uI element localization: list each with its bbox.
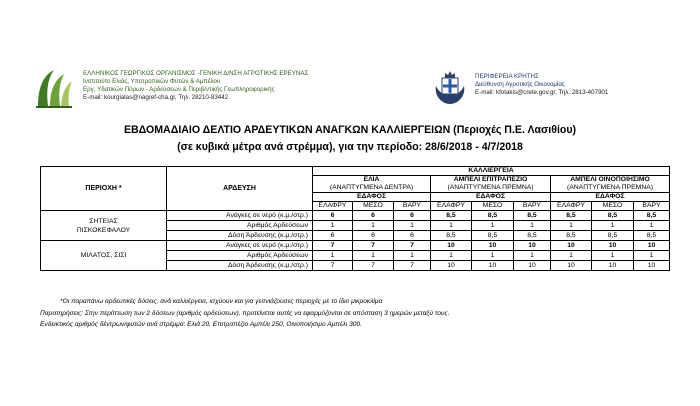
- crop-name-wine-grape: ΑΜΠΕΛΙ ΟΙΝΟΠΟΙΗΣΙΜΟ: [551, 176, 670, 185]
- region-contact: E-mail: kfotakis@crete.gov.gr, Τηλ. 2813-407901: [475, 89, 609, 96]
- table-cell: 1: [634, 221, 670, 231]
- table-cell: 10: [634, 241, 670, 251]
- soil-label-table-grape: ΕΔΑΦΟΣ: [431, 193, 551, 202]
- table-cell: 10: [592, 261, 634, 271]
- crop-name-table-grape: ΑΜΠΕΛΙ ΕΠΙΤΡΑΠΕΖΙΟ: [431, 176, 551, 185]
- table-cell: 1: [551, 221, 592, 231]
- row-label: Αριθμός Αρδεύσεων: [167, 221, 313, 231]
- footnote-area-note: *Οι παραπάνω αρδευτικές δόσεις, ανά καλλιέργεια, ισχύουν και για γειτνιάζουσες περιοχές με το ίδιο μικροκλίμα: [60, 298, 383, 305]
- table-cell: 1: [431, 251, 472, 261]
- table-cell: 1: [313, 251, 353, 261]
- table-cell: 6: [353, 211, 394, 221]
- soil-type: ΒΑΡΥ: [634, 202, 670, 211]
- area-column-header: ΠΕΡΙΟΧΗ *: [41, 167, 167, 211]
- row-label: Ανάγκες σε νερό (κ.μ./στρ.): [167, 241, 313, 251]
- row-label: Δόση Άρδευσης (κ.μ./στρ.): [167, 231, 313, 241]
- table-cell: 8,5: [514, 211, 551, 221]
- table-cell: 7: [394, 261, 431, 271]
- table-cell: 10: [472, 261, 514, 271]
- table-cell: 7: [394, 241, 431, 251]
- table-cell: 10: [551, 261, 592, 271]
- table-cell: 10: [514, 241, 551, 251]
- area-name: ΜΙΛΑΤΟΣ, ΣΙΣΙ: [41, 241, 167, 271]
- table-cell: 1: [353, 221, 394, 231]
- table-cell: 7: [353, 241, 394, 251]
- elgo-logo: [34, 66, 74, 110]
- table-cell: 1: [592, 251, 634, 261]
- table-cell: 1: [634, 251, 670, 261]
- table-cell: 7: [313, 261, 353, 271]
- table-cell: 7: [353, 261, 394, 271]
- elgo-contact: E-mail: kourgialas@nagref-cha.gr, Τηλ. 28210-83442: [83, 94, 229, 101]
- table-cell: 6: [313, 211, 353, 221]
- region-name: ΠΕΡΙΦΕΡΕΙΑ ΚΡΗΤΗΣ: [475, 73, 539, 80]
- table-cell: 8,5: [551, 211, 592, 221]
- table-cell: 7: [313, 241, 353, 251]
- table-cell: 8,5: [514, 231, 551, 241]
- table-cell: 8,5: [472, 231, 514, 241]
- table-cell: 10: [472, 241, 514, 251]
- elgo-institute: Ινστιτούτο Ελιάς, Υποτροπικών Φυτών & Αμπέλου: [83, 78, 221, 85]
- footnote-remarks: Παρατηρήσεις: Στην περίπτωση των 2 δόσεων (αριθμός αρδεύσεων), προτείνεται αυτές να εφαρμόζονται σε απόσταση 3 ημερών μεταξύ τους.: [40, 310, 450, 317]
- elgo-lab: Εργ. Υδατικών Πόρων - Αρδεύσεων & Περιβ/ντικής Γεωπληροφορικής: [83, 86, 275, 93]
- table-cell: 6: [394, 231, 431, 241]
- soil-type: ΜΕΣΟ: [592, 202, 634, 211]
- soil-type: ΜΕΣΟ: [353, 202, 394, 211]
- footnote-plant-density: Ενδεικτικός αριθμός δέντρων/φυτών ανά στρέμμα: Ελιά 20, Επιτραπέζιο Αμπέλι 250, Οινοποιήσιμο Αμπέλι 300.: [40, 321, 362, 328]
- row-label: Αριθμός Αρδεύσεων: [167, 251, 313, 261]
- row-label: Ανάγκες σε νερό (κ.μ./στρ.): [167, 211, 313, 221]
- irrigation-table-wrapper: [40, 166, 669, 271]
- table-cell: 10: [634, 261, 670, 271]
- table-cell: 1: [592, 221, 634, 231]
- table-cell: 6: [394, 211, 431, 221]
- table-cell: 10: [592, 241, 634, 251]
- table-cell: 1: [551, 251, 592, 261]
- bulletin-title: ΕΒΔΟΜΑΔΙΑΙΟ ΔΕΛΤΙΟ ΑΡΔΕΥΤΙΚΩΝ ΑΝΑΓΚΩΝ ΚΑΛΛΙΕΡΓΕΙΩΝ (Περιοχές Π.Ε. Λασιθίου): [123, 124, 577, 136]
- crop-note-wine-grape: (ΑΝΑΠΤΥΓΜΕΝΑ ΠΡΕΜΝΑ): [551, 184, 670, 193]
- crops-header: ΚΑΛΛΙΕΡΓΕΙΑ: [313, 167, 670, 176]
- soil-type: ΕΛΑΦΡΥ: [313, 202, 353, 211]
- table-cell: 8,5: [634, 211, 670, 221]
- table-cell: 10: [551, 241, 592, 251]
- soil-label-wine-grape: ΕΔΑΦΟΣ: [551, 193, 670, 202]
- irrigation-table: [40, 166, 670, 271]
- bulletin-subtitle: (σε κυβικά μέτρα ανά στρέμμα), για την περίοδο: 28/6/2018 - 4/7/2018: [177, 141, 523, 153]
- soil-label-olive: ΕΔΑΦΟΣ: [313, 193, 431, 202]
- table-cell: 8,5: [592, 231, 634, 241]
- soil-type: ΒΑΡΥ: [394, 202, 431, 211]
- table-cell: 10: [431, 241, 472, 251]
- table-cell: 6: [353, 231, 394, 241]
- table-cell: 1: [313, 221, 353, 231]
- table-cell: 10: [431, 261, 472, 271]
- soil-type: ΕΛΑΦΡΥ: [551, 202, 592, 211]
- crop-note-olive: (ΑΝΑΠΤΥΓΜΕΝΑ ΔΕΝΤΡΑ): [313, 184, 431, 193]
- table-cell: 1: [514, 221, 551, 231]
- table-cell: 8,5: [634, 231, 670, 241]
- table-cell: 1: [514, 251, 551, 261]
- table-cell: 8,5: [472, 211, 514, 221]
- table-cell: 1: [394, 221, 431, 231]
- table-cell: 1: [394, 251, 431, 261]
- table-cell: 1: [472, 251, 514, 261]
- region-dept: Διεύθυνση Αγροτικής Οικονομίας: [475, 81, 565, 88]
- table-cell: 8,5: [592, 211, 634, 221]
- table-cell: 1: [353, 251, 394, 261]
- row-label: Δόση Άρδευσης (κ.μ./στρ.): [167, 261, 313, 271]
- table-cell: 1: [472, 221, 514, 231]
- table-cell: 8,5: [431, 211, 472, 221]
- table-cell: 6: [313, 231, 353, 241]
- region-header-text: [475, 73, 608, 97]
- elgo-org: ΕΛΛΗΝΙΚΟΣ ΓΕΩΡΓΙΚΟΣ ΟΡΓΑΝΙΣΜΟΣ -ΓΕΝΙΚΗ Δ/ΝΣΗ ΑΓΡΟΤΙΚΗΣ ΕΡΕΥΝΑΣ: [83, 70, 309, 77]
- soil-type: ΒΑΡΥ: [514, 202, 551, 211]
- soil-type: ΕΛΑΦΡΥ: [431, 202, 472, 211]
- area-name: ΣΗΤΕΙΑΣ ΠΙΣΚΟΚΕΦΑΛΟΥ: [41, 211, 167, 241]
- crop-name-olive: ΕΛΙΑ: [313, 176, 431, 185]
- table-cell: 8,5: [551, 231, 592, 241]
- soil-type: ΜΕΣΟ: [472, 202, 514, 211]
- table-cell: 10: [514, 261, 551, 271]
- table-cell: 1: [431, 221, 472, 231]
- crop-note-table-grape: (ΑΝΑΠΤΥΓΜΕΝΑ ΠΡΕΜΝΑ): [431, 184, 551, 193]
- elgo-header-text: [83, 70, 308, 102]
- table-cell: 8,5: [431, 231, 472, 241]
- irrigation-column-header: ΑΡΔΕΥΣΗ: [167, 167, 313, 211]
- greek-emblem-icon: [432, 66, 468, 106]
